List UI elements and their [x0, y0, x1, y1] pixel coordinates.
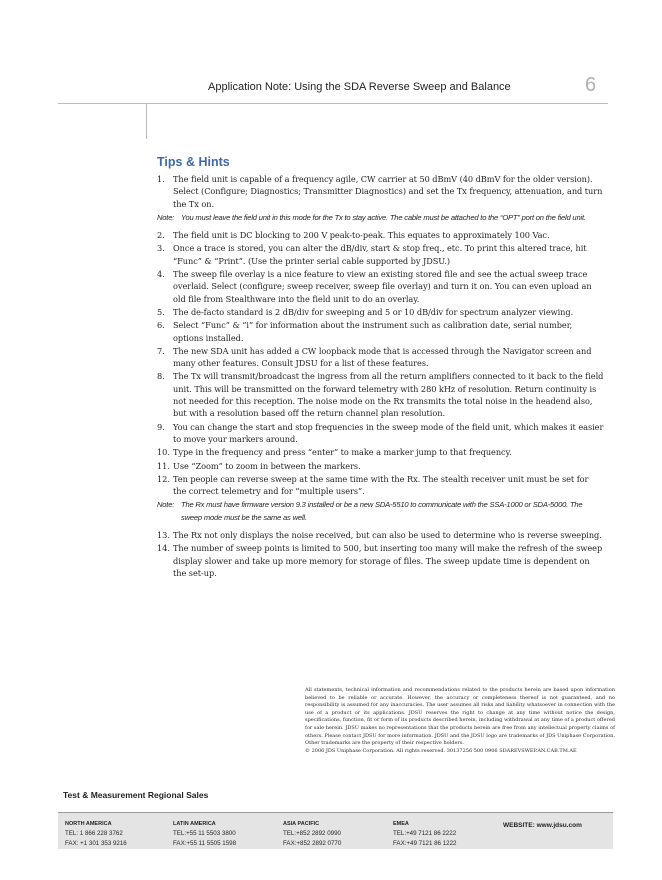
tips-list-c — [157, 529, 604, 579]
item-number: 12. — [157, 473, 170, 484]
header-rule — [58, 103, 608, 104]
item-text: The de-facto standard is 2 dB/div for sweeping and 5 or 10 dB/div for spectrum analyzer viewing. — [173, 306, 574, 317]
item-text: Use “Zoom” to zoom in between the markers. — [173, 460, 361, 471]
note-label: Note: — [157, 500, 175, 510]
website-block — [503, 821, 582, 831]
region-emea — [393, 820, 456, 849]
item-number: 3. — [157, 243, 165, 254]
list-item — [157, 229, 604, 241]
copyright-line: © 2006 JDS Uniphase Corporation. All rights reserved. 30137256 500 0906 SDAREVSWEP.AN.CAB.TM.AE — [305, 747, 577, 754]
item-number: 10. — [157, 447, 170, 458]
list-item — [157, 345, 604, 370]
note-text: You must leave the field unit in this mode for the Tx to stay active. The cable must be attached to the “OPT” port on the field unit. — [181, 212, 586, 222]
region-name: LATIN AMERICA — [173, 821, 216, 827]
disclaimer-text: All statements, technical information and recommendations related to the products herein are based upon information believed to be reliable or accurate. However, the accuracy or completeness thereof is not guaranteed, and no responsibility is assumed for any inaccuracies. The user assumes all risks and liability whatsoever in connection with the use of a product or its applications. JDSU reserves the right to change at any time without notice the design, specifications, function, fit or form of its products described herein, including withdrawal at any time of a product offered for sale herein. JDSU makes no representations that the products herein are free from any intellectual property claims of others. Please contact JDSU for more information. JDSU and the JDSU logo are trademarks of JDS Uniphase Corporation. Other trademarks are the property of their respective holders. — [305, 687, 615, 747]
region-tel: TEL: 1 866 228 3762 — [65, 830, 123, 837]
region-fax: FAX:+55 11 5505 1598 — [173, 840, 237, 847]
list-item — [157, 473, 604, 498]
list-item — [157, 446, 604, 458]
legal-disclaimer — [305, 687, 615, 755]
region-asia-pacific — [283, 820, 341, 849]
region-name: EMEA — [393, 821, 409, 827]
item-text: Select “Func” & “i” for information about the instrument such as calibration date, serial number, options installed. — [173, 320, 573, 343]
item-text: The sweep file overlay is a nice feature to view an existing stored file and see the actual sweep trace overlaid. Select (configure; sweep receiver, sweep file overlay) and turn it on. You can even upload an old file from Stealthware into the field unit to do an overlay. — [173, 269, 592, 304]
tips-list-b — [157, 229, 604, 497]
item-text: Type in the frequency and press “enter” to make a marker jump to that frequency. — [173, 447, 512, 458]
list-item — [157, 460, 604, 472]
item-number: 14. — [157, 543, 170, 554]
item-number: 11. — [157, 460, 170, 471]
item-text: The Tx will transmit/broadcast the ingress from all the return amplifiers connected to it back to the field unit. This will be transmitted on the forward telemetry with 280 kHz of resolution. Return continuity is not needed for this reception. The noise mode on the Rx transmits the total noise in the headend also, but with a resolution based off the return channel plan resolution. — [173, 371, 604, 419]
regional-sales-title: Test & Measurement Regional Sales — [63, 790, 209, 800]
item-number: 13. — [157, 530, 170, 541]
item-number: 2. — [157, 230, 165, 241]
region-name: NORTH AMERICA — [65, 821, 112, 827]
tips-section — [157, 155, 604, 580]
list-item — [157, 319, 604, 344]
list-item — [157, 173, 604, 210]
item-number: 9. — [157, 421, 165, 432]
section-title: Tips & Hints — [157, 155, 230, 169]
list-item — [157, 529, 604, 541]
item-number: 5. — [157, 306, 165, 317]
region-north-america — [65, 820, 127, 849]
item-text: You can change the start and stop frequencies in the sweep mode of the field unit, which makes it easier to move your markers around. — [173, 421, 604, 444]
website-link[interactable]: WEBSITE: www.jdsu.com — [503, 822, 582, 829]
note-2 — [157, 499, 604, 524]
item-number: 1. — [157, 174, 165, 184]
region-tel: TEL:+49 7121 86 2222 — [393, 830, 457, 837]
list-item — [157, 370, 604, 419]
tips-list-a — [157, 173, 604, 210]
list-item — [157, 268, 604, 305]
item-text: The field unit is DC blocking to 200 V peak-to-peak. This equates to approximately 100 Vac. — [173, 230, 550, 241]
list-item — [157, 542, 604, 579]
list-item — [157, 306, 604, 318]
note-1 — [157, 212, 604, 224]
region-fax: FAX:+49 7121 86 1222 — [393, 840, 457, 847]
header-vertical-rule — [146, 104, 147, 139]
header-title: Application Note: Using the SDA Reverse Sweep and Balance — [208, 81, 511, 93]
item-text: Ten people can reverse sweep at the same time with the Rx. The stealth receiver unit must be set for the correct telemetry and for “multiple users”. — [173, 473, 589, 497]
region-tel: TEL:+852 2892 0990 — [283, 830, 341, 837]
item-text: Once a trace is stored, you can alter the dB/div, start & stop freq., etc. To print this altered trace, hit “Func” & “Print”. (Use the printer serial cable supported by JDSU.) — [173, 243, 587, 266]
note-text: The Rx must have firmware version 9.3 installed or be a new SDA-5510 to communicate with the SSA-1000 or SDA-5000. The sweep mode must be the same as well. — [181, 500, 583, 522]
region-latin-america — [173, 820, 236, 849]
item-number: 6. — [157, 320, 165, 331]
page-number: 6 — [585, 74, 597, 96]
list-item — [157, 242, 604, 267]
item-text: The number of sweep points is limited to 500, but inserting too many will make the refresh of the sweep display slower and take up more memory for storage of files. The sweep update time is dependent on the set-up. — [173, 543, 603, 578]
item-text: The new SDA unit has added a CW loopback mode that is accessed through the Navigator screen and many other features. Consult JDSU for a list of these features. — [173, 345, 592, 369]
region-fax: FAX: +1 301 353 9216 — [65, 840, 127, 847]
region-tel: TEL:+55 11 5503 3800 — [173, 830, 236, 837]
item-number: 8. — [157, 371, 165, 382]
item-text: The Rx not only displays the noise received, but can also be used to determine who is reverse sweeping. — [173, 530, 602, 541]
region-fax: FAX:+852 2892 0770 — [283, 840, 342, 847]
item-number: 7. — [157, 345, 165, 356]
item-text: The field unit is capable of a frequency agile, CW carrier at 50 dBmV (40 dBmV for the older version). Select (Configure; Diagnostics; Transmitter Diagnostics) and set the Tx frequency, attenuation, and turn the Tx on. — [173, 174, 603, 209]
item-number: 4. — [157, 269, 165, 280]
list-item — [157, 421, 604, 446]
region-name: ASIA PACIFIC — [283, 821, 320, 827]
note-label: Note: — [157, 212, 175, 222]
